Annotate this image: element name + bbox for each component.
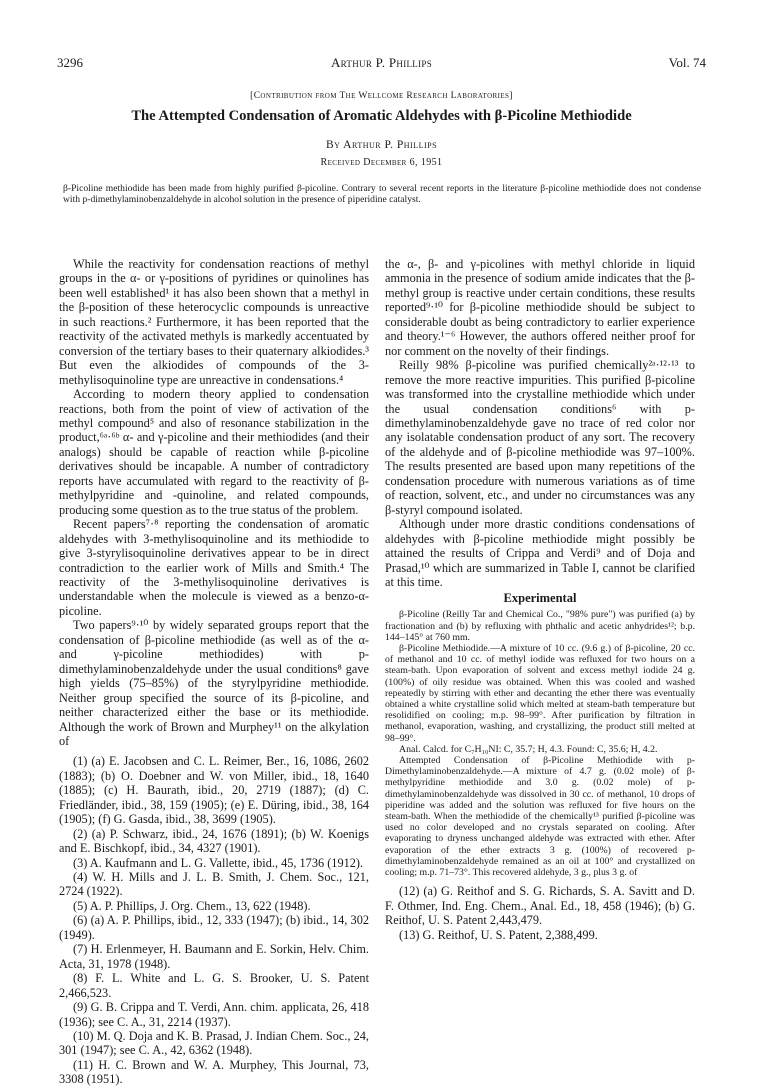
footnote: (3) A. Kaufmann and L. G. Vallette, ibid., 45, 1736 (1912).	[73, 855, 364, 870]
experimental-paragraph: Attempted Condensation of β-Picoline Methiodide with p-Dimethylaminobenzaldehyde.—A mixture of 4.7 g. (0.02 mole) of β-methylpyridine methiodide and 3.0 g. (0.02 mole) of p-dimethylaminobenzaldehyde was dissolved in 30 cc. of methanol, 10 drops of piperidine was added and the solution was refluxed for five hours on the steam-bath. When the methiodide of the chemically¹³ purified β-picoline was used no color developed and no crystals separated on cooling. After evaporating to dryness unchanged aldehyde was extracted with ether. After evaporation of the ether extracts 3 g. (100%) of recovered p-dimethylaminobenzaldehyde remained as an oil at 100° and crystallized on cooling; m.p. 71–73°. This recovered aldehyde, 3 g., plus 3 g. of	[385, 755, 695, 879]
body-paragraph: While the reactivity for condensation reactions of methyl groups in the α- or γ-positions of pyridines or quinolines has been well established¹ it has also been shown that a methyl in the β-position of these heterocyclic compounds is unreactive in such reactions.² Furthermore, it has been reported that the reactivity of the activated methyls is markedly accentuated by conversion of the tertiary bases to their quaternary alkiodides.³ But even the alkiodides of compounds of the 3-methylisoquinoline type are unreactive in condensations.⁴	[59, 257, 369, 387]
footnote: (8) F. L. White and L. G. S. Brooker, U. S. Patent 2,466,523.	[59, 971, 369, 1000]
footnote: (6) (a) A. P. Phillips, ibid., 12, 333 (1947); (b) ibid., 14, 302 (1949).	[59, 913, 369, 942]
body-paragraph: Reilly 98% β-picoline was purified chemically²ᵃ·¹²·¹³ to remove the more reactive impurities. This purified β-picoline was transformed into the crystalline methiodide which under the usual condensation conditions⁶ with p-dimethylaminobenzaldehyde gave no trace of red color nor any isolatable condensation product of any sort. The recovery of the aldehyde and of β-picoline methiodide was 97–100%. The results presented are based upon many repetitions of the condensation procedure with numerous variations as of time of reaction, solvent, etc., and under no circumstances was any β-styryl compound isolated.	[385, 358, 695, 517]
author-byline: By Arthur P. Phillips	[325, 139, 438, 151]
left-column	[59, 257, 369, 1087]
experimental-paragraph: Anal. Calcd. for C₇H₁₀NI: C, 35.7; H, 4.3. Found: C, 35.6; H, 4.2.	[399, 743, 658, 755]
experimental-paragraph: β-Picoline Methiodide.—A mixture of 10 cc. (9.6 g.) of β-picoline, 20 cc. of methanol and 10 cc. of methyl iodide was refluxed for two hours on a steam-bath. Upon evaporation of solvent and excess methyl iodide 24 g. (100%) of oily residue was obtained. When this was cooled and washed repeatedly by stirring with ether and decanting the ether there was eventually obtained a white crystalline solid which melted at steam-bath temperature but resolidified on cooling; m.p. 98–99°. After purification by filtration in methanol, evaporation, washing, and crystallizing, the product still melted at 98–99°.	[385, 643, 695, 744]
footnote: (9) G. B. Crippa and T. Verdi, Ann. chim. applicata, 26, 418 (1936); see C. A., 31, 2214 (1937).	[59, 1000, 369, 1029]
footnote: (10) M. Q. Doja and K. B. Prasad, J. Indian Chem. Soc., 24, 301 (1947); see C. A., 42, 6362 (1948).	[59, 1029, 369, 1058]
right-column	[385, 257, 695, 942]
footnotes-right	[385, 884, 695, 942]
abstract: β-Picoline methiodide has been made from highly purified β-picoline. Contrary to several recent reports in the literature β-picoline methiodide does not condense with p-dimethylaminobenzaldehyde in alcohol solution in the presence of piperidine catalyst.	[63, 183, 701, 205]
body-paragraph: Recent papers⁷·⁸ reporting the condensation of aromatic aldehydes with 3-methylisoquinoline and its methiodide to give 3-styrylisoquinoline derivatives appear to be in direct contradiction to the earlier work of Mills and Smith.⁴ The reactivity of the 3-methylisoquinoline derivatives is understandable when the molecule is viewed as a benzo-α-picoline.	[59, 517, 369, 618]
page-number: 3296	[57, 55, 83, 70]
experimental-section	[385, 609, 695, 878]
footnote: (7) H. Erlenmeyer, H. Baumann and E. Sorkin, Helv. Chim. Acta, 31, 1978 (1948).	[59, 942, 369, 971]
contribution-line: [Contribution from The Wellcome Research Laboratories]	[250, 91, 513, 101]
article-title: The Attempted Condensation of Aromatic Aldehydes with β-Picoline Methiodide	[131, 108, 632, 124]
body-paragraph: Two papers⁹·¹⁰ by widely separated groups report that the condensation of β-picoline methiodide (as well as of the α- and γ-picoline methiodides) with p-dimethylaminobenzaldehyde under the usual conditions⁸ gave high yields (75–85%) of the styrylpyridine methiodide. Neither group specified the source of its β-picoline, and neither characterized either the base or its methiodide. Although the work of Brown and Murphey¹¹ on the alkylation of	[59, 618, 369, 748]
footnote: (1) (a) E. Jacobsen and C. L. Reimer, Ber., 16, 1086, 2602 (1883); (b) O. Doebner and W. von Miller, ibid., 18, 1640 (1885); (c) H. Baurath, ibid., 20, 2719 (1887); (d) C. Friedländer, ibid., 38, 159 (1905); (e) E. Düring, ibid., 38, 164 (1905); (f) G. Gasda, ibid., 38, 3699 (1905).	[59, 754, 369, 827]
body-paragraph: According to modern theory applied to condensation reactions, both from the point of view of activation of the methyl compound⁵ and also of resonance stabilization in the product,⁶ᵃ·⁶ᵇ α- and γ-picoline and their methiodides (and their analogs) should be capable of reaction while β-picoline derivatives should be incapable. A number of contradictory reports have accumulated with regard to the reactivity of β-methylpyridine and -quinoline, and related compounds, producing some question as to the true status of the problem.	[59, 387, 369, 517]
received-date: Received December 6, 1951	[320, 157, 443, 168]
running-head-author: Arthur P. Phillips	[330, 55, 433, 70]
body-paragraph: Although under more drastic conditions condensations of aldehydes with β-picoline methiodide might possibly be attained the results of Crippa and Verdi⁹ and of Doja and Prasad,¹⁰ which are summarized in Table I, cannot be clarified at this time.	[385, 517, 695, 589]
body-paragraph: the α-, β- and γ-picolines with methyl chloride in liquid ammonia in the presence of sodium amide indicates that the β-methyl group is reactive under certain conditions, these results reported⁹·¹⁰ for β-picoline methiodide should be subject to considerable doubt as being contradictory to earlier experience and theory.¹⁻⁶ However, the authors offered neither proof for nor comment on the novelty of their findings.	[385, 257, 695, 358]
footnote: (13) G. Reithof, U. S. Patent, 2,388,499.	[399, 927, 598, 942]
experimental-heading: Experimental	[503, 591, 577, 606]
footnote: (2) (a) P. Schwarz, ibid., 24, 1676 (1891); (b) W. Koenigs and E. Bischkopf, ibid., 34, 4327 (1901).	[59, 826, 369, 856]
footnote: (12) (a) G. Reithof and S. G. Richards, S. A. Savitt and D. F. Othmer, Ind. Eng. Chem., Anal. Ed., 18, 458 (1946); (b) G. Reithof, U. S. Patent 2,443,479.	[385, 884, 695, 928]
footnote: (5) A. P. Phillips, J. Org. Chem., 13, 622 (1948).	[73, 898, 311, 913]
footnote: (11) H. C. Brown and W. A. Murphey, This Journal, 73, 3308 (1951).	[59, 1057, 369, 1087]
volume-label: Vol. 74	[668, 55, 706, 70]
running-header	[57, 55, 706, 71]
footnotes-left	[59, 754, 369, 1086]
experimental-paragraph: β-Picoline (Reilly Tar and Chemical Co., "98% pure") was purified (a) by fractionation and (b) by refluxing with phthalic and acetic anhydrides¹²; b.p. 144–145° at 760 mm.	[385, 609, 695, 643]
footnote: (4) W. H. Mills and J. L. B. Smith, J. Chem. Soc., 121, 2724 (1922).	[59, 870, 369, 899]
